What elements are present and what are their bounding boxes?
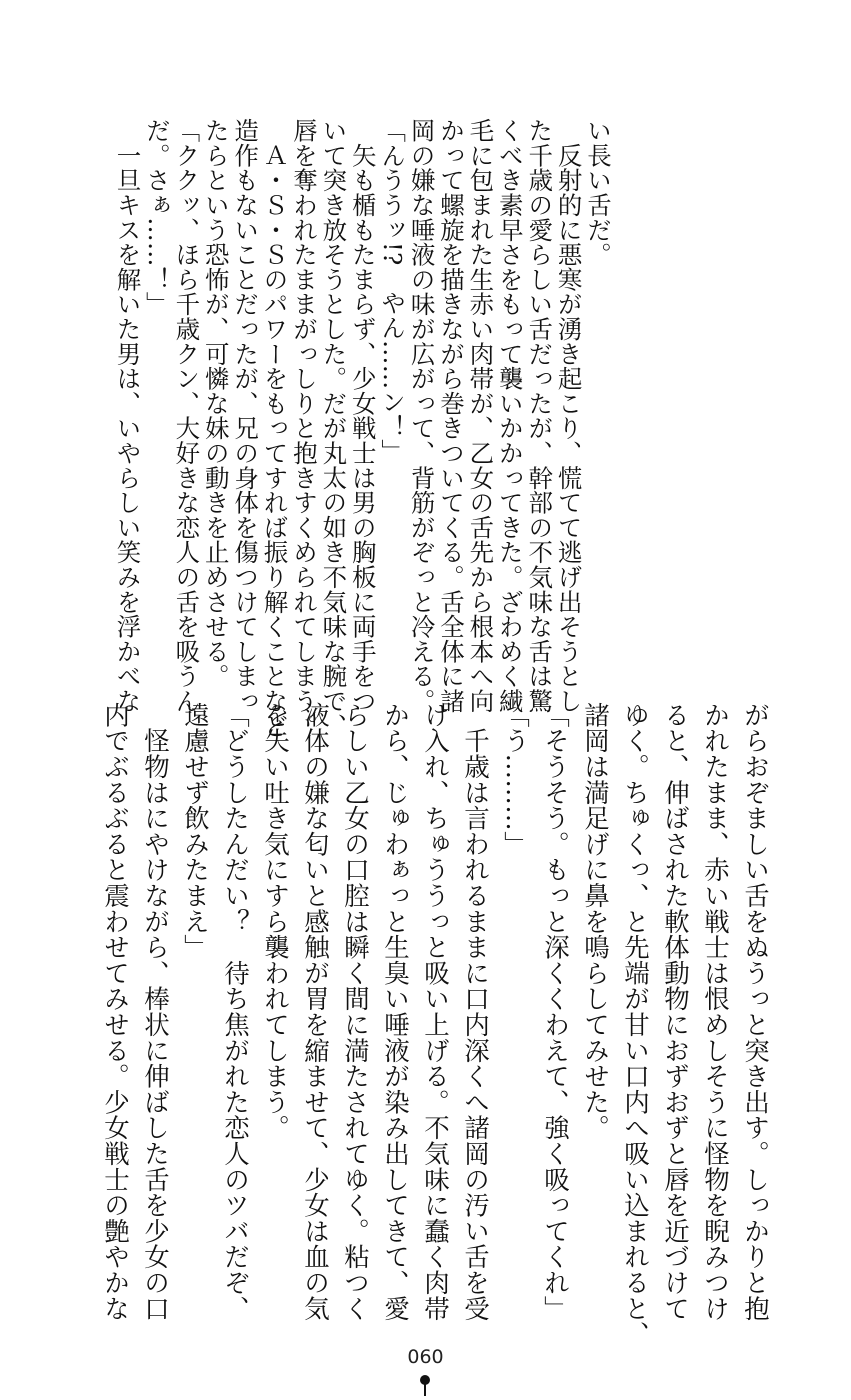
text-line: 内でぶるぶると震わせてみせる。少女戦士の艶やかな xyxy=(100,702,130,1322)
upper-text-block xyxy=(113,118,613,738)
text-line: かれたまま、赤い戦士は恨めしそうに怪物を睨みつけ xyxy=(700,702,730,1322)
text-line: 反射的に悪寒が湧き起こり、慌てて逃げ出そうとし xyxy=(554,118,584,714)
text-line: 「んううッ!? やん……ン！」 xyxy=(378,118,408,464)
text-line: た千歳の愛らしい舌だったが、幹部の不気味な舌は驚 xyxy=(525,118,555,714)
text-line: 諸岡は満足げに鼻を鳴らしてみせた。 xyxy=(580,702,610,1141)
text-line: から、じゅわぁっと生臭い唾液が染み出してきて、愛 xyxy=(380,702,410,1322)
page-number: 060 xyxy=(407,1346,444,1368)
text-line: たらという恐怖が、可憐な妹の動きを止めさせる。 xyxy=(201,118,231,689)
text-line: ると、伸ばされた軟体動物におずおずと唇を近づけて xyxy=(660,702,690,1322)
text-line: 千歳は言われるままに口内深くへ諸岡の汚い舌を受 xyxy=(460,702,490,1322)
text-line: 一旦キスを解いた男は、いやらしい笑みを浮かべな xyxy=(113,118,143,714)
text-line: 「う………」 xyxy=(500,702,530,857)
text-line: 「どうしたんだい？ 待ち焦がれた恋人のツバだぞ、 xyxy=(220,702,250,1322)
text-line: らしい乙女の口腔は瞬く間に満たされてゆく。粘つく xyxy=(340,702,370,1322)
text-line: くべき素早さをもって襲いかかってきた。ざわめく繊 xyxy=(495,118,525,714)
text-line: 「ククッ、ほら千歳クン、大好きな恋人の舌を吸うん xyxy=(172,118,202,714)
text-line: 怪物はにやけながら、棒状に伸ばした舌を少女の口 xyxy=(140,702,170,1322)
text-line: 岡の嫌な唾液の味が広がって、背筋がぞっと冷える。 xyxy=(407,118,437,714)
text-line: がらおぞましい舌をぬうっと突き出す。しっかりと抱 xyxy=(740,702,770,1322)
text-line: 造作もないことだったが、兄の身体を傷つけてしまっ xyxy=(231,118,261,714)
text-line: だ。さぁ……！」 xyxy=(142,118,172,317)
text-line: い長い舌だ。 xyxy=(584,118,613,267)
text-line: 矢も楯もたまらず、少女戦士は男の胸板に両手をつ xyxy=(348,118,378,714)
text-line: け入れ、ちゅううっと吸い上げる。不気味に蠢く肉帯 xyxy=(420,702,450,1322)
text-line: 液体の嫌な匂いと感触が胃を縮ませて、少女は血の気 xyxy=(300,702,330,1322)
text-line: を失い吐き気にすら襲われてしまう。 xyxy=(260,702,290,1141)
text-line: 唇を奪われたままがっしりと抱きすくめられてしまう。 xyxy=(289,118,319,738)
text-line: 遠慮せず飲みたまえ」 xyxy=(180,702,210,960)
text-line: 毛に包まれた生赤い肉帯が、乙女の舌先から根本へ向 xyxy=(466,118,496,714)
text-line: ゆく。ちゅくっ、と先端が甘い口内へ吸い込まれると、 xyxy=(620,702,650,1347)
text-line: いて突き放そうとした。だが丸太の如き不気味な腕で、 xyxy=(319,118,349,738)
text-line: Ａ・Ｓ・Ｓのパワーをもってすれば振り解くことなど xyxy=(260,118,290,738)
text-line: 「そうそう。もっと深くくわえて、強く吸ってくれ」 xyxy=(540,702,570,1322)
text-line: かって螺旋を描きながら巻きついてくる。舌全体に諸 xyxy=(436,118,466,714)
lower-text-block xyxy=(95,702,775,1347)
page-marker-line xyxy=(424,1384,426,1396)
